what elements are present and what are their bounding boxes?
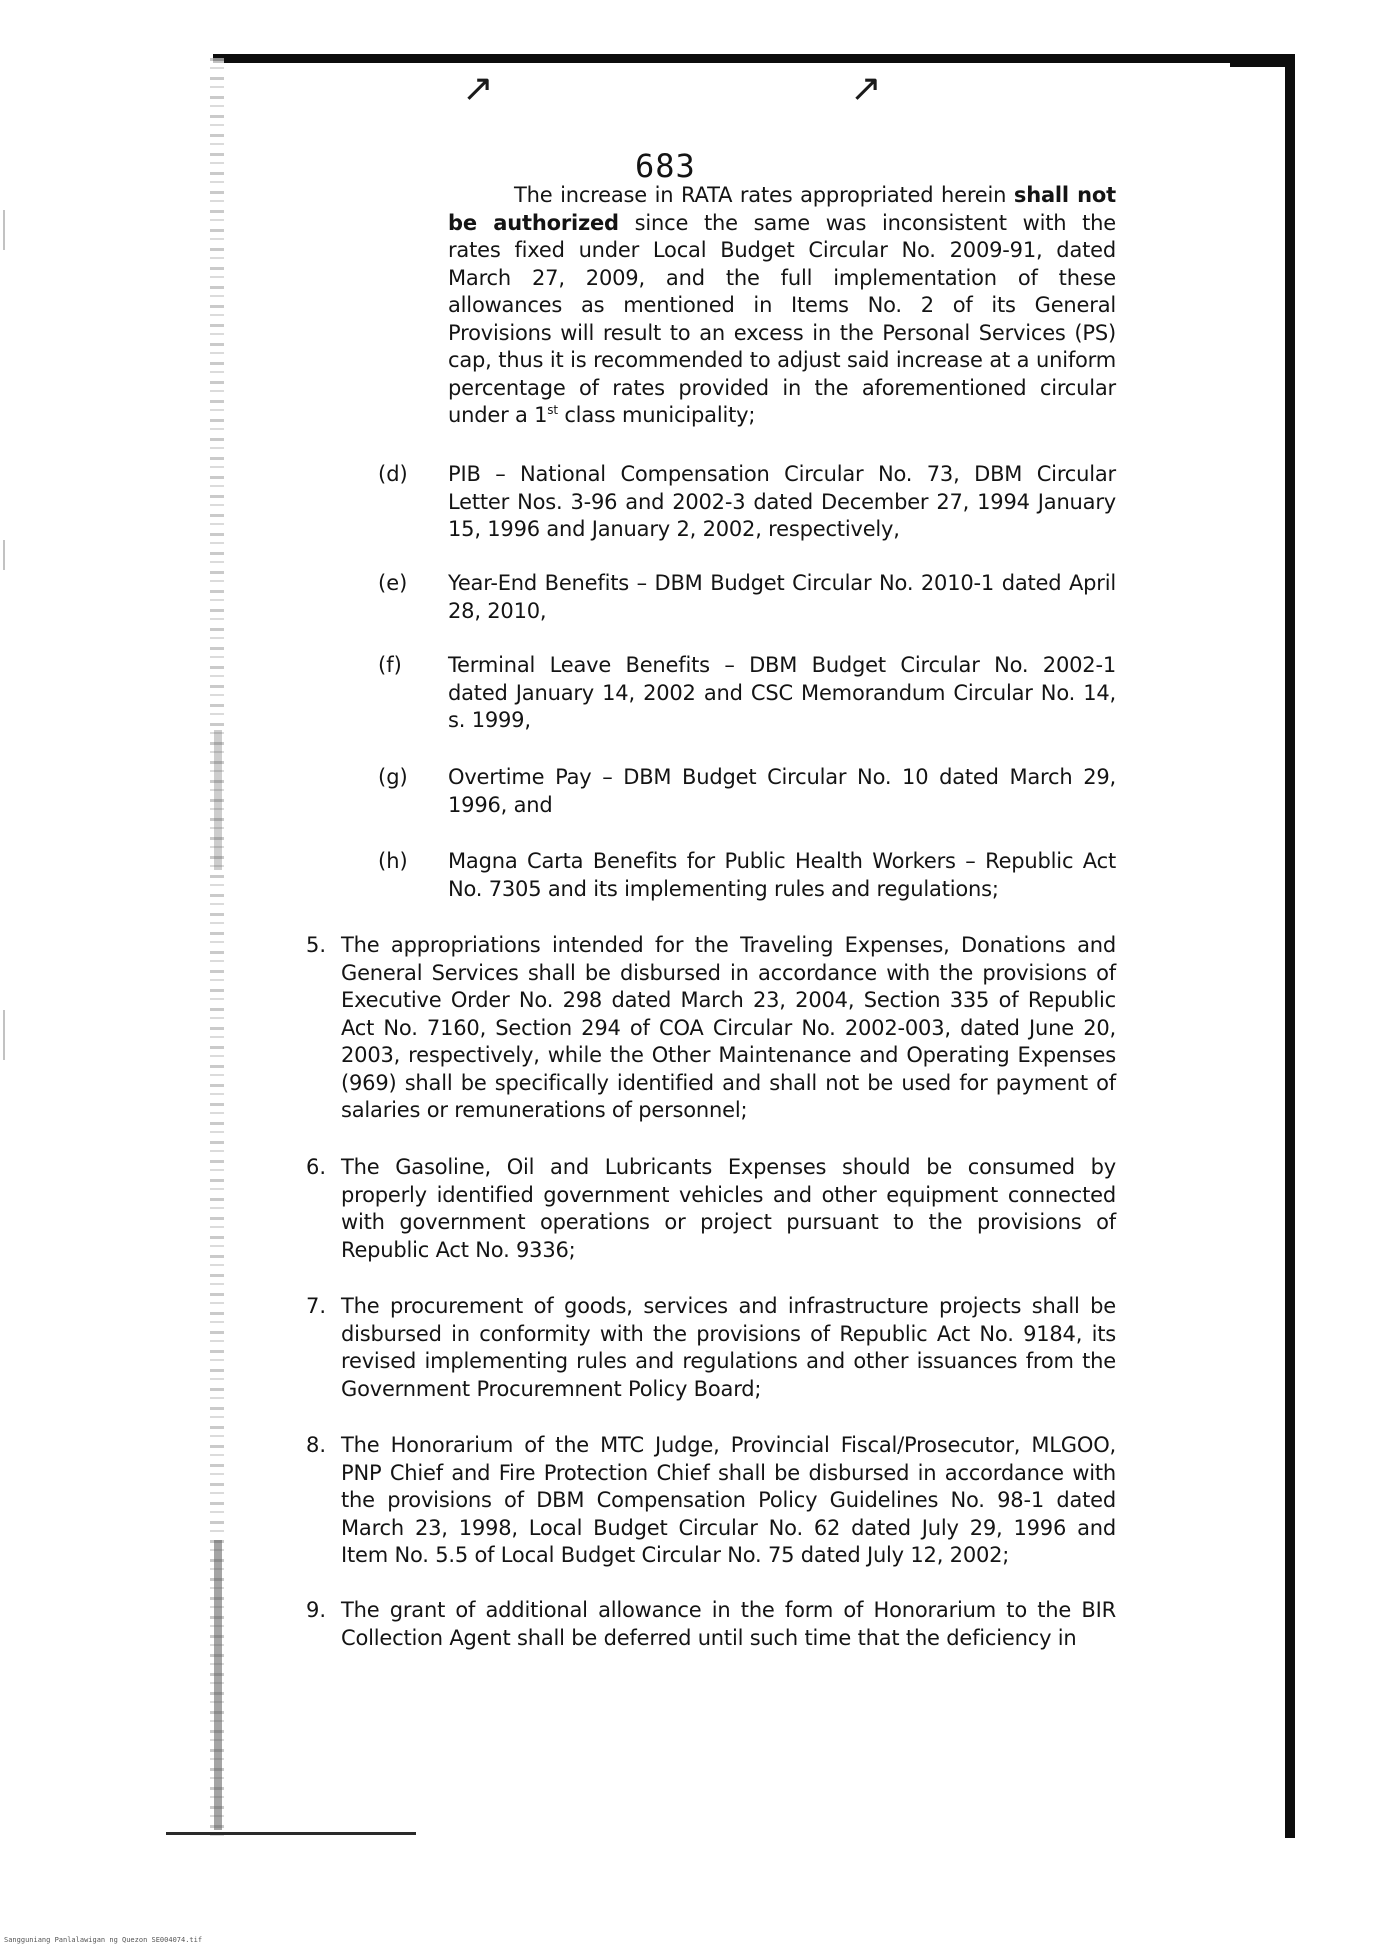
scan-noise <box>3 540 5 570</box>
sub-item-h: Magna Carta Benefits for Public Health Workers – Republic Act No. 7305 and its implementing rules and regulations; <box>448 849 1116 901</box>
punch-hole-mark-right: ↗ <box>850 66 882 110</box>
item-6: The Gasoline, Oil and Lubricants Expenses should be consumed by properly identified government vehicles and other equipment connected with government operations or project pursuant to the provisions of Republic Act No. 9336; <box>341 1155 1116 1262</box>
sub-item-label-e: (e) <box>378 571 408 595</box>
sub-item-label-f: (f) <box>378 653 402 677</box>
scan-edge-bottom <box>166 1832 416 1835</box>
intro-line: rates fixed under Local Budget Circular No. 2009-91, dated <box>448 238 1116 262</box>
scan-border-right <box>1285 62 1295 1838</box>
intro-line-last: under a 1st class municipality; <box>448 403 756 427</box>
scan-noise <box>3 1010 5 1060</box>
item-5: The appropriations intended for the Traveling Expenses, Donations and General Services shall be disbursed in accordance with the provisions of Executive Order No. 298 dated March 23, 2004, Section 335 of Republic Act No. 7160, Section 294 of COA Circular No. 2002-003, dated June 20, 2003, respectively, while the Other Maintenance and Operating Expenses (969) shall be specifically identified and shall not be used for payment of salaries or remunerations of personnel; <box>341 933 1116 1122</box>
scan-noise <box>3 210 5 250</box>
sub-item-f: Terminal Leave Benefits – DBM Budget Circular No. 2002-1 dated January 14, 2002 and CSC Memorandum Circular No. 14, s. 1999, <box>448 653 1116 732</box>
intro-line: percentage of rates provided in the aforementioned circular <box>448 375 1116 400</box>
scan-edge-left-shadow <box>214 1540 222 1830</box>
intro-line: allowances as mentioned in Items No. 2 of its General <box>448 293 1116 317</box>
page-number: 683 <box>635 147 696 185</box>
item-number-7: 7. <box>306 1294 327 1318</box>
sub-item-label-g: (g) <box>378 765 408 789</box>
scan-footer-label: Sangguniang Panlalawigan ng Quezon SE004074.tif <box>4 1936 203 1944</box>
item-7: The procurement of goods, services and infrastructure projects shall be disbursed in conformity with the provisions of Republic Act No. 9184, its revised implementing rules and regulations and other issuances from the Government Procuremnent Policy Board; <box>341 1294 1116 1401</box>
item-number-5: 5. <box>306 933 327 957</box>
item-number-9: 9. <box>306 1598 327 1622</box>
sub-item-e: Year-End Benefits – DBM Budget Circular No. 2010-1 dated April 28, 2010, <box>448 571 1116 623</box>
intro-line: cap, thus it is recommended to adjust said increase at a uniform <box>448 348 1116 372</box>
intro-line: Provisions will result to an excess in the Personal Services (PS) <box>448 320 1116 345</box>
intro-bold-phrase: shall not be authorized <box>448 183 1117 235</box>
scan-border-top <box>213 54 1295 63</box>
item-9: The grant of additional allowance in the form of Honorarium to the BIR Collection Agent shall be deferred until such time that the deficiency in <box>341 1598 1116 1650</box>
intro-line: March 27, 2009, and the full implementation of these <box>448 265 1116 290</box>
item-8: The Honorarium of the MTC Judge, Provincial Fiscal/Prosecutor, MLGOO, PNP Chief and Fire Protection Chief shall be disbursed in accordance with the provisions of DBM Compensation Policy Guidelines No. 98-1 dated March 23, 1998, Local Budget Circular No. 62 dated July 29, 1996 and Item No. 5.5 of Local Budget Circular No. 75 dated July 12, 2002; <box>341 1433 1116 1567</box>
sub-item-d: PIB – National Compensation Circular No. 73, DBM Circular Letter Nos. 3-96 and 2002-3 dated December 27, 1994 January 15, 1996 and January 2, 2002, respectively, <box>448 462 1116 541</box>
sub-item-label-d: (d) <box>378 462 408 486</box>
item-number-6: 6. <box>306 1155 327 1179</box>
intro-paragraph <box>448 182 1116 430</box>
sub-item-label-h: (h) <box>378 849 408 873</box>
item-number-8: 8. <box>306 1433 327 1457</box>
intro-line: The increase in RATA rates appropriated herein shall not be authorized since the same was inconsistent with the <box>448 183 1117 235</box>
punch-hole-mark-left: ↗ <box>462 66 494 110</box>
sub-item-g: Overtime Pay – DBM Budget Circular No. 10 dated March 29, 1996, and <box>448 765 1116 817</box>
scan-edge-left-smudge <box>214 730 222 870</box>
